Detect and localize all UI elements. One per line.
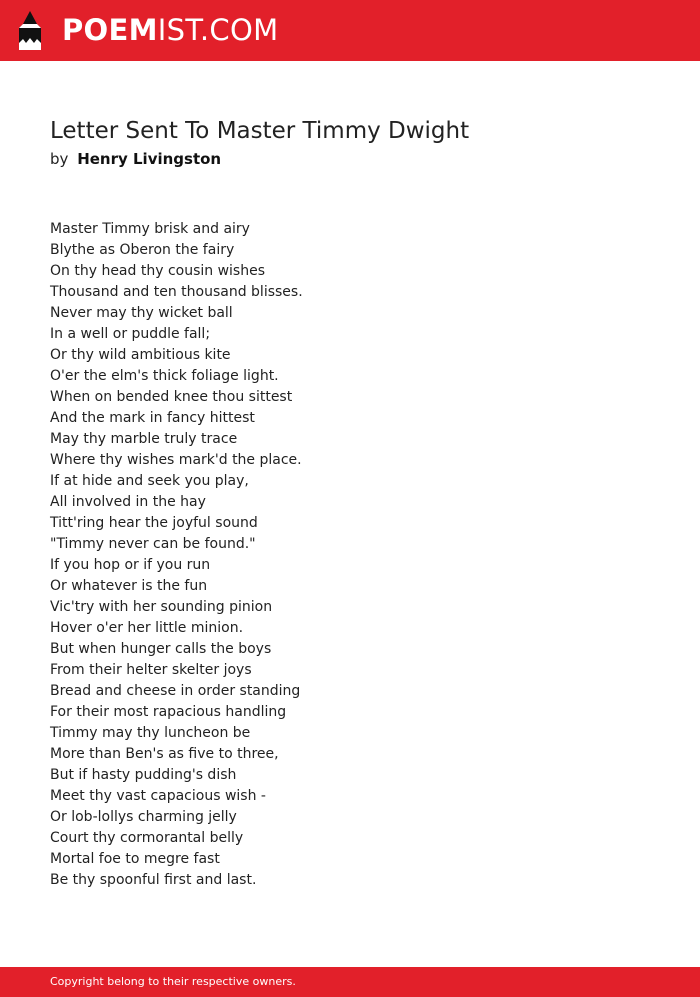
poem-line: Titt'ring hear the joyful sound	[50, 515, 258, 531]
poem-line: Court thy cormorantal belly	[50, 830, 244, 846]
poem-line: Blythe as Oberon the fairy	[50, 242, 235, 258]
poem-line: Where thy wishes mark'd the place.	[50, 452, 302, 468]
logo-light-text: IST.COM	[157, 13, 279, 47]
poem-line: From their helter skelter joys	[50, 662, 252, 678]
site-logo-wordmark[interactable]	[62, 13, 278, 47]
poem-body	[50, 219, 303, 891]
poem-line: May thy marble truly trace	[50, 431, 238, 447]
poem-line: Be thy spoonful first and last.	[50, 872, 257, 888]
poem-line: Vic'try with her sounding pinion	[50, 599, 273, 615]
poem-line: Never may thy wicket ball	[50, 305, 233, 321]
poem-line: But if hasty pudding's dish	[50, 767, 237, 783]
poem-line: When on bended knee thou sittest	[50, 389, 293, 405]
poem-line: Or lob-lollys charming jelly	[50, 809, 237, 825]
poem-line: "Timmy never can be found."	[50, 536, 256, 552]
byline	[50, 149, 221, 169]
pen-nib-icon[interactable]	[17, 10, 43, 52]
poem-line: Or whatever is the fun	[50, 578, 208, 594]
site-footer	[0, 967, 700, 997]
poem-line: If at hide and seek you play,	[50, 473, 249, 489]
poem-title: Letter Sent To Master Timmy Dwight	[50, 118, 470, 144]
poem-line: For their most rapacious handling	[50, 704, 287, 720]
poem-line: But when hunger calls the boys	[50, 641, 272, 657]
copyright-text: Copyright belong to their respective owners.	[50, 975, 296, 988]
poem-line: Bread and cheese in order standing	[50, 683, 301, 699]
poem-line: Hover o'er her little minion.	[50, 620, 244, 636]
poem-line: O'er the elm's thick foliage light.	[50, 368, 279, 384]
poem-line: In a well or puddle fall;	[50, 326, 211, 342]
poem-line: Mortal foe to megre fast	[50, 851, 220, 867]
author-name: Henry Livingston	[77, 150, 222, 168]
site-header	[0, 0, 700, 61]
poem-line: All involved in the hay	[50, 494, 206, 510]
poem-line: Master Timmy brisk and airy	[50, 221, 250, 237]
poem-line: And the mark in fancy hittest	[50, 410, 255, 426]
poem-line: On thy head thy cousin wishes	[50, 263, 265, 279]
poem-line: Thousand and ten thousand blisses.	[50, 284, 303, 300]
by-label: by	[50, 150, 69, 168]
poem-line: Timmy may thy luncheon be	[50, 725, 251, 741]
poem-line: More than Ben's as five to three,	[50, 746, 279, 762]
logo-bold-text: POEM	[62, 13, 158, 47]
poem-line: Or thy wild ambitious kite	[50, 347, 231, 363]
poem-line: Meet thy vast capacious wish -	[50, 788, 266, 804]
poem-line: If you hop or if you run	[50, 557, 211, 573]
